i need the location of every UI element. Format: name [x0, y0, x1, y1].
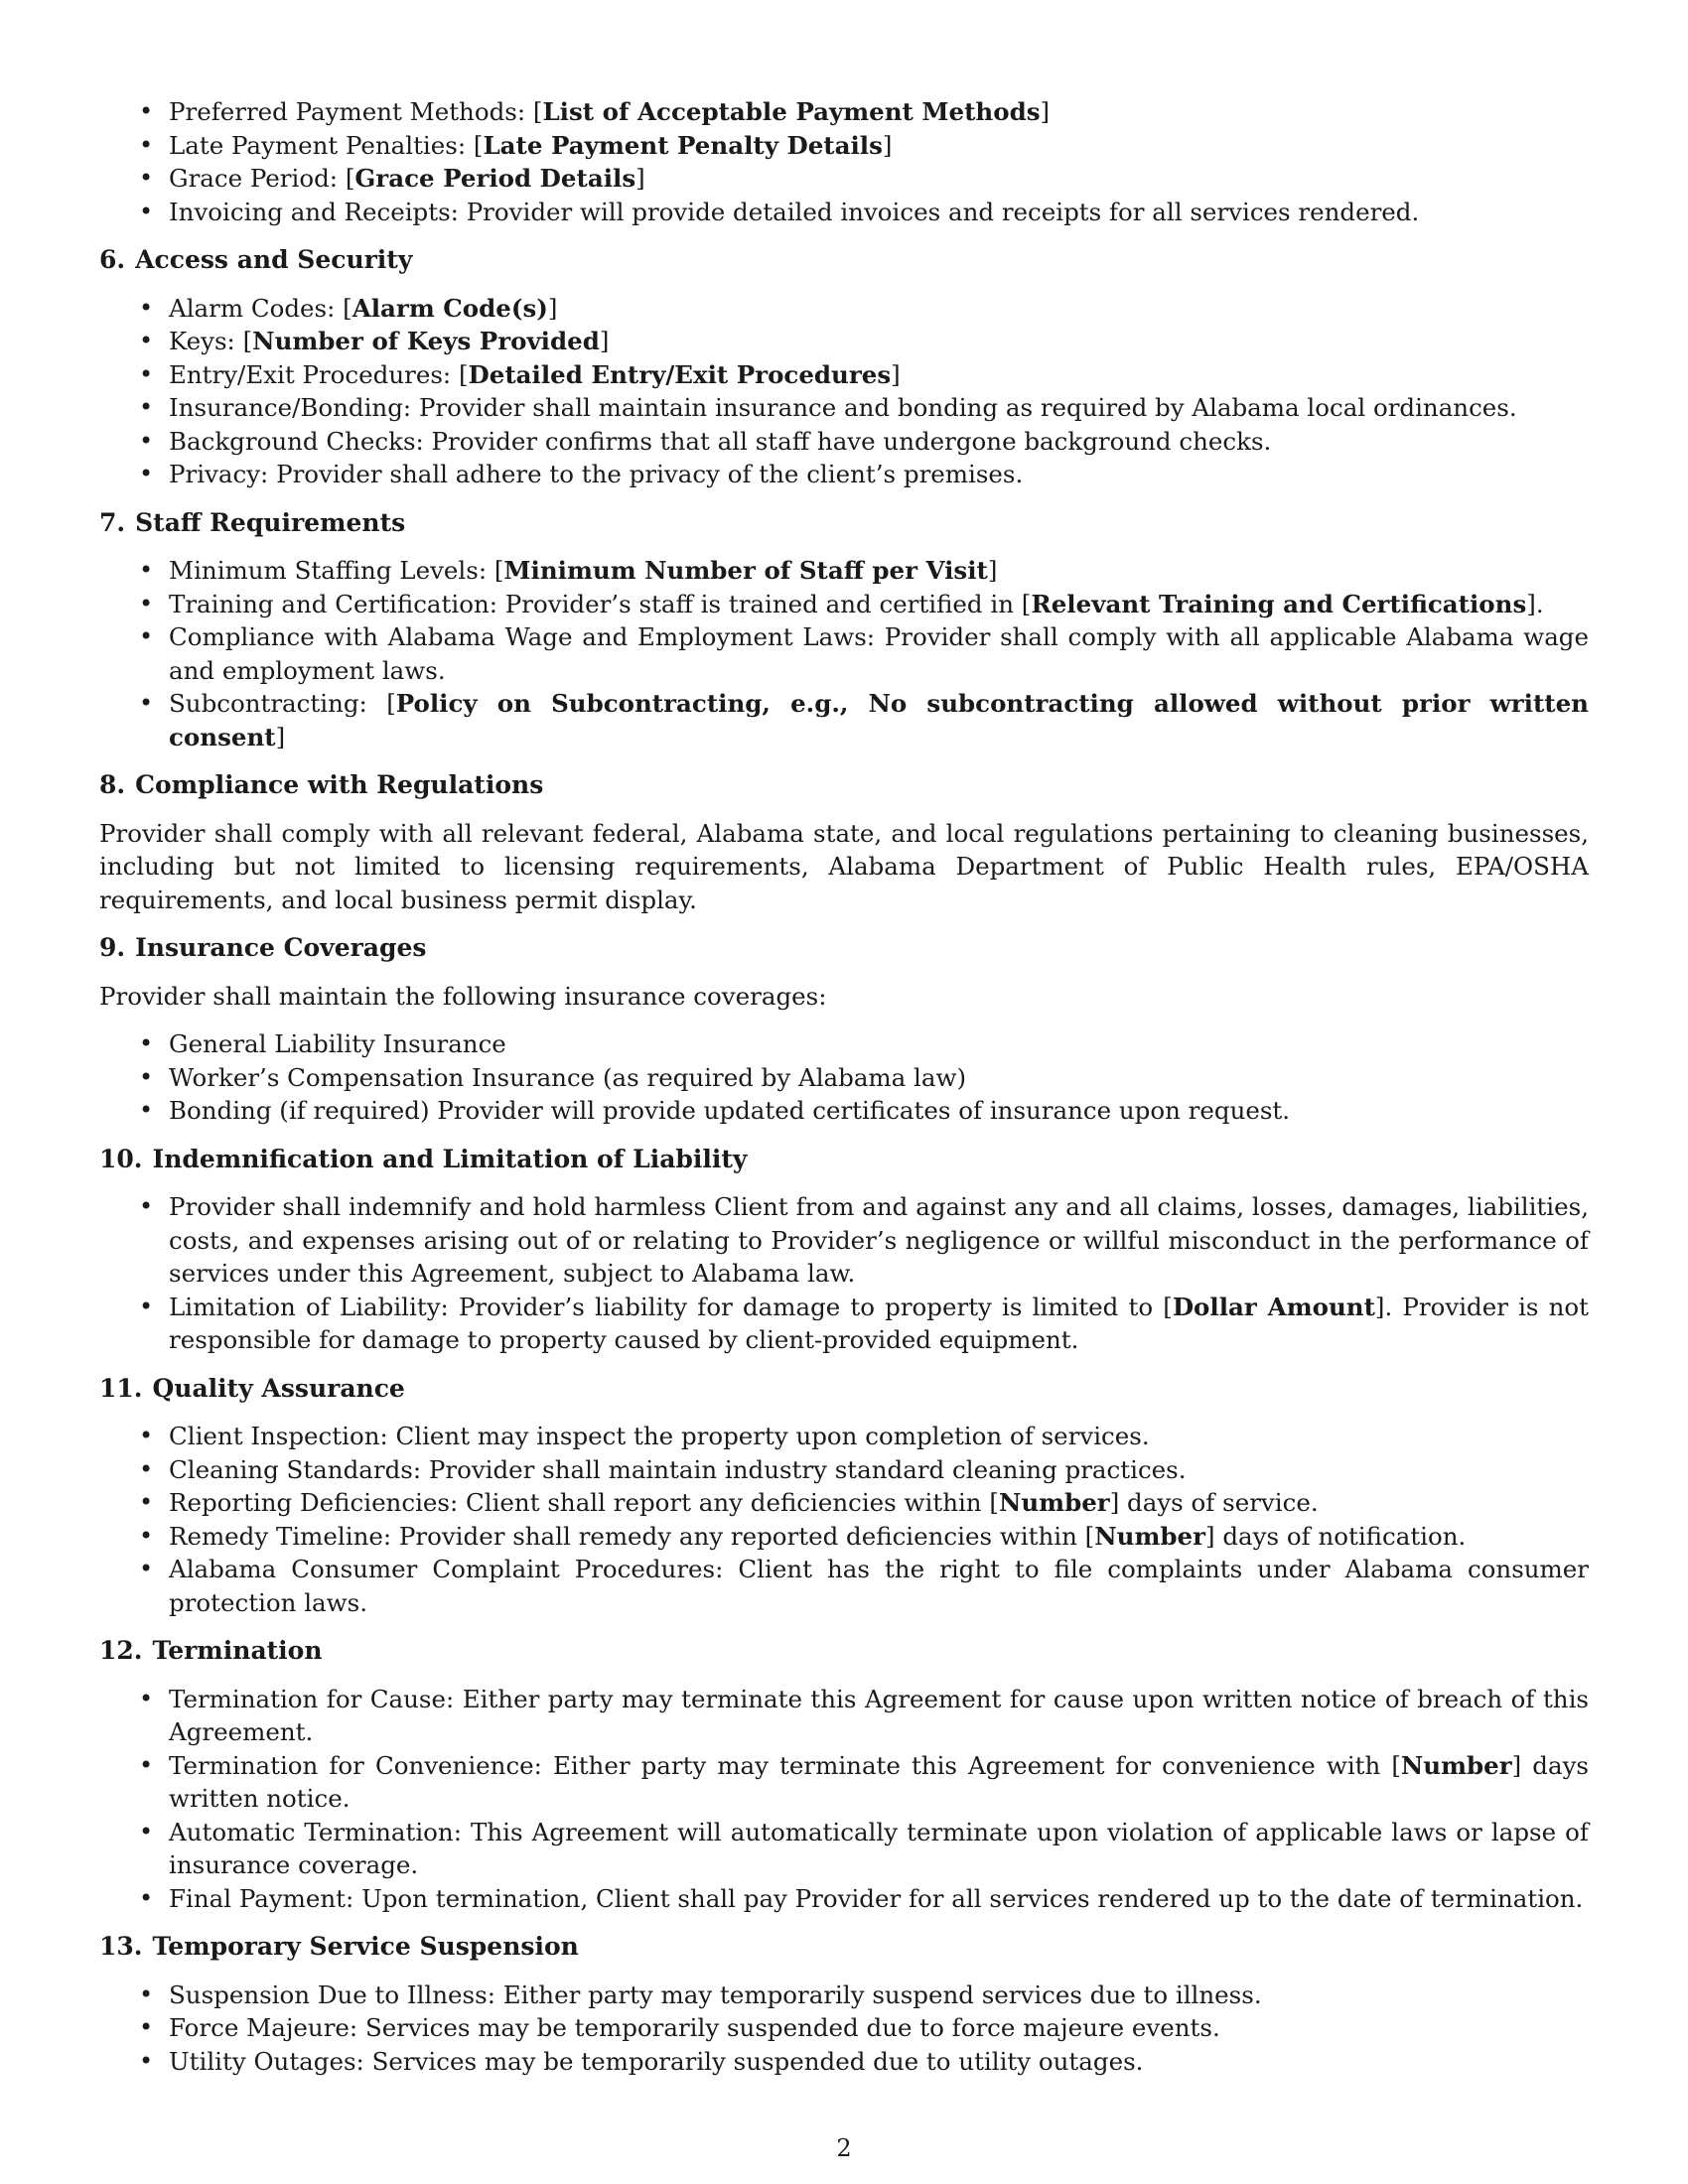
item-text: Automatic Termination: This Agreement will automatically terminate upon violation of applicable laws or lapse of insurance coverage. — [169, 1817, 1589, 1879]
list-item: • Late Payment Penalties: [Late Payment Penalty Details] — [99, 129, 1589, 163]
placeholder-field: Number — [998, 1488, 1110, 1517]
list-item — [99, 1094, 1589, 1128]
section-heading — [99, 1634, 1589, 1668]
item-label: Termination for Convenience: Either party may terminate this Agreement for convenience with — [169, 1750, 1392, 1780]
section-title: Staff Requirements — [135, 507, 406, 537]
item-text: Invoicing and Receipts: Provider will provide detailed invoices and receipts for all services rendered. — [169, 197, 1420, 226]
list-item: • Entry/Exit Procedures: [Detailed Entry/Exit Procedures] — [99, 358, 1589, 392]
item-text: Provider shall indemnify and hold harmless Client from and against any and all claims, losses, damages, liabilities, costs, and expenses arising out of or relating to Provider’s negligence or willful misconduct in the performance of services under this Agreement, subject to Alabama law. — [169, 1192, 1589, 1288]
item-label: Alarm Codes: — [169, 293, 344, 323]
item-label: Keys: — [169, 327, 243, 355]
item-text: Insurance/Bonding: Provider shall maintain insurance and bonding as required by Alabama local ordinances. — [169, 393, 1517, 422]
list-item: • Training and Certification: Provider’s staff is trained and certified in [Relevant Training and Certifications]. — [99, 588, 1589, 621]
list-item — [99, 1882, 1589, 1916]
item-text: General Liability Insurance — [169, 1029, 506, 1058]
placeholder-field: Detailed Entry/Exit Procedures — [468, 359, 892, 389]
list-item — [99, 196, 1589, 229]
section-number: 8. — [99, 770, 126, 799]
list-item — [99, 1027, 1589, 1061]
section-number: 6. — [99, 245, 126, 274]
section-number: 13. — [99, 1932, 143, 1961]
item-label: Training and Certification: Provider’s staff is trained and certified in — [169, 589, 1022, 618]
list-item: • Grace Period: [Grace Period Details] — [99, 162, 1589, 196]
item-label: Minimum Staffing Levels: — [169, 556, 494, 585]
section-heading — [99, 243, 1589, 277]
list-item — [99, 1683, 1589, 1749]
document-page — [99, 95, 1589, 2078]
item-text: Termination for Cause: Either party may terminate this Agreement for cause upon written notice of breach of this Agreement. — [169, 1684, 1589, 1746]
list-item — [99, 425, 1589, 459]
placeholder-field: Number — [1400, 1750, 1512, 1780]
item-label: Remedy Timeline: Provider shall remedy any reported deficiencies within — [169, 1521, 1085, 1551]
list-item: • Remedy Timeline: Provider shall remedy any reported deficiencies within [Number] days of notification. — [99, 1520, 1589, 1554]
list-item — [99, 620, 1589, 687]
item-suffix: days of notification. — [1214, 1521, 1467, 1551]
item-suffix: days of service. — [1119, 1488, 1319, 1517]
section-paragraph: Provider shall maintain the following insurance coverages: — [99, 981, 827, 1011]
section-heading — [99, 1143, 1589, 1176]
list-item — [99, 1420, 1589, 1453]
item-text: Privacy: Provider shall adhere to the privacy of the client’s premises. — [169, 460, 1024, 488]
list-item: • Termination for Convenience: Either party may terminate this Agreement for convenience with [Number] days written notice. — [99, 1749, 1589, 1816]
section-heading — [99, 768, 1589, 802]
section-6-list — [99, 292, 1589, 491]
placeholder-field: Relevant Training and Certifications — [1031, 589, 1527, 618]
item-text: Client Inspection: Client may inspect the property upon completion of services. — [169, 1422, 1150, 1450]
item-label: Preferred Payment Methods: — [169, 97, 533, 126]
list-item — [99, 391, 1589, 425]
section-title: Compliance with Regulations — [135, 770, 544, 799]
section-11-list — [99, 1420, 1589, 1619]
page-number: 2 — [836, 2134, 852, 2162]
section-heading — [99, 1372, 1589, 1406]
section-heading — [99, 506, 1589, 540]
section-9-list — [99, 1027, 1589, 1128]
section-number: 10. — [99, 1144, 143, 1173]
section-13-list — [99, 1979, 1589, 2079]
item-suffix: . Provider is not responsible for damage to property caused by client-provided equipment. — [169, 1292, 1590, 1354]
list-item: • Minimum Staffing Levels: [Minimum Number of Staff per Visit] — [99, 554, 1589, 588]
section-number: 9. — [99, 933, 126, 962]
section-number: 12. — [99, 1636, 143, 1665]
section-paragraph: Provider shall comply with all relevant federal, Alabama state, and local regulations pertaining to cleaning businesses, including but not limited to licensing requirements, Alabama Department of Public Health rules, EPA/OSHA requirements, and local business permit display. — [99, 818, 1589, 914]
list-item — [99, 2011, 1589, 2045]
list-item — [99, 1979, 1589, 2012]
placeholder-field: Alarm Code(s) — [352, 293, 548, 323]
placeholder-field: Minimum Number of Staff per Visit — [503, 556, 988, 585]
placeholder-field: Grace Period Details — [354, 164, 636, 193]
list-item — [99, 2045, 1589, 2079]
list-item — [99, 1190, 1589, 1291]
item-label: Late Payment Penalties: — [169, 130, 474, 160]
item-label: Entry/Exit Procedures: — [169, 359, 459, 389]
section-title: Insurance Coverages — [135, 933, 427, 962]
item-text: Worker’s Compensation Insurance (as required by Alabama law) — [169, 1062, 967, 1092]
item-text: Utility Outages: Services may be temporarily suspended due to utility outages. — [169, 2046, 1144, 2076]
list-item: • Limitation of Liability: Provider’s liability for damage to property is limited to [Dollar Amount]. Provider is not responsible for damage to property caused by client-provided equipment. — [99, 1291, 1589, 1357]
section-10-list — [99, 1190, 1589, 1357]
placeholder-field: Late Payment Penalty Details — [483, 130, 883, 160]
section-number: 11. — [99, 1373, 143, 1403]
payment-list — [99, 95, 1589, 228]
section-title: Termination — [152, 1636, 323, 1665]
list-item — [99, 1453, 1589, 1487]
section-title: Access and Security — [135, 245, 413, 274]
placeholder-field: Number of Keys Provided — [252, 327, 600, 355]
section-title: Indemnification and Limitation of Liability — [152, 1144, 748, 1173]
list-item — [99, 1816, 1589, 1882]
item-text: Cleaning Standards: Provider shall maintain industry standard cleaning practices. — [169, 1454, 1187, 1484]
item-text: Force Majeure: Services may be temporarily suspended due to force majeure events. — [169, 2013, 1220, 2042]
placeholder-field: Policy on Subcontracting, e.g., No subcontracting allowed without prior written consent — [169, 689, 1589, 751]
item-text: Bonding (if required) Provider will provide updated certificates of insurance upon request. — [169, 1096, 1291, 1125]
list-item: • Subcontracting: [Policy on Subcontracting, e.g., No subcontracting allowed without prior written consent] — [99, 687, 1589, 753]
item-label: Limitation of Liability: Provider’s liability for damage to property is limited to — [169, 1292, 1164, 1321]
list-item: • Reporting Deficiencies: Client shall report any deficiencies within [Number] days of service. — [99, 1486, 1589, 1520]
section-7-list — [99, 554, 1589, 753]
placeholder-field: Number — [1094, 1521, 1205, 1551]
item-text: Background Checks: Provider confirms that all staff have undergone background checks. — [169, 426, 1272, 456]
list-item: • Keys: [Number of Keys Provided] — [99, 325, 1589, 358]
list-item: • Preferred Payment Methods: [List of Acceptable Payment Methods] — [99, 95, 1589, 129]
item-text: Compliance with Alabama Wage and Employment Laws: Provider shall comply with all applicable Alabama wage and employment laws. — [169, 622, 1589, 685]
item-text: Suspension Due to Illness: Either party may temporarily suspend services due to illness. — [169, 1979, 1262, 2009]
item-label: Grace Period: — [169, 164, 346, 193]
section-number: 7. — [99, 507, 126, 537]
list-item — [99, 458, 1589, 491]
item-label: Reporting Deficiencies: Client shall report any deficiencies within — [169, 1488, 990, 1517]
item-text: Alabama Consumer Complaint Procedures: Client has the right to file complaints under Alabama consumer protection laws. — [169, 1555, 1589, 1617]
section-heading — [99, 1930, 1589, 1964]
item-text: Final Payment: Upon termination, Client shall pay Provider for all services rendered up to the date of termination. — [169, 1883, 1584, 1913]
section-title: Quality Assurance — [152, 1373, 405, 1403]
placeholder-field: Dollar Amount — [1172, 1292, 1375, 1321]
list-item — [99, 1553, 1589, 1619]
placeholder-field: List of Acceptable Payment Methods — [542, 97, 1041, 126]
item-suffix: . — [1535, 589, 1544, 618]
section-title: Temporary Service Suspension — [152, 1932, 579, 1961]
section-heading — [99, 931, 1589, 965]
item-label: Subcontracting: — [169, 689, 387, 718]
item-suffix: days written notice. — [169, 1750, 1589, 1813]
section-12-list — [99, 1683, 1589, 1916]
list-item: • Alarm Codes: [Alarm Code(s)] — [99, 292, 1589, 326]
list-item — [99, 1061, 1589, 1095]
